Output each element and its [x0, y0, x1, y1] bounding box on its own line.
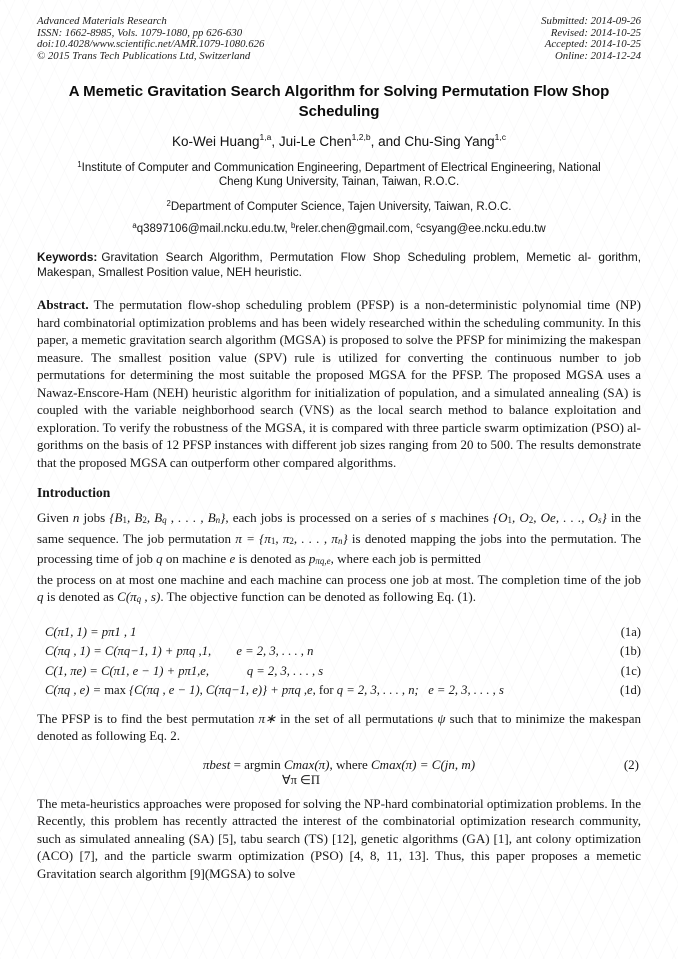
keywords-text: Gravitation Search Algorithm, Permutation Flow Shop Scheduling problem, Memetic al- gorithm, Makespan, Smallest Position value, NEH heuristic.: [37, 249, 641, 279]
equation-block-2: [37, 756, 641, 788]
email-superscript-a: a: [132, 220, 137, 230]
equation-block-1: [37, 623, 641, 701]
journal-info-block: [37, 16, 264, 62]
journal-copyright-line: © 2015 Trans Tech Publications Ltd, Switzerland: [37, 49, 251, 62]
author-name-2: Jui-Le Chen: [278, 134, 352, 150]
journal-issn-line: ISSN: 1662-8985, Vols. 1079-1080, pp 626-630: [37, 26, 243, 39]
equation-1a-number: (1a): [620, 624, 641, 639]
journal-header: [37, 16, 641, 62]
submission-dates-block: [541, 16, 641, 62]
equation-row-1a: [37, 623, 641, 643]
author-name-3: Chu-Sing Yang: [404, 134, 495, 150]
affiliation-1-text: Institute of Computer and Communication Engineering, Department of Electrical Engineering, National Cheng Kung University, Tainan, Taiwan, R.O.C.: [81, 162, 601, 189]
keywords-paragraph: [37, 250, 641, 280]
author-separator-1: ,: [271, 134, 279, 150]
submitted-date: Submitted: 2014-09-26: [541, 15, 641, 27]
author-superscript-3: 1,c: [494, 132, 507, 143]
email-address-b: reler.chen@gmail.com: [295, 222, 410, 235]
email-superscript-b: b: [290, 220, 296, 230]
equation-1b-number: (1b): [620, 644, 641, 659]
affiliation-1: [65, 158, 613, 190]
emails-line: [37, 221, 641, 235]
journal-name: Advanced Materials Research: [37, 15, 167, 27]
email-separator: ,: [284, 222, 291, 235]
affiliation-2: [37, 197, 641, 215]
affiliation-1-superscript: 1: [77, 160, 82, 170]
keywords-label: Keywords:: [37, 249, 98, 264]
author-separator-2: , and: [370, 134, 405, 150]
equation-row-1c: [37, 662, 641, 682]
email-address-a: q3897106@mail.ncku.edu.tw: [136, 222, 285, 235]
paper-title: A Memetic Gravitation Search Algorithm for Solving Permutation Flow Shop Scheduling: [68, 83, 610, 120]
abstract-paragraph: [37, 296, 641, 471]
author-name-1: Ko-Wei Huang: [171, 134, 260, 150]
introduction-heading: Introduction: [37, 485, 111, 501]
email-superscript-c: c: [416, 220, 421, 230]
equation-1b-body: C(πq , 1) = C(πq−1, 1) + pπq ,1, e = 2, 3, . . . , n: [45, 644, 314, 659]
equation-1d-body: C(πq , e) = max {C(πq , e − 1), C(πq−1, e)} + pπq ,e, for q = 2, 3, . . . , n; e = 2, 3, . . . , s: [45, 683, 504, 698]
authors-line: [37, 132, 641, 149]
abstract-text: The permutation flow-shop scheduling problem (PFSP) is a non-deterministic polynomial time (NP) hard combinatorial optimization problems and has been widely researched within the scheduling community. In this paper, a memetic gravitation search algorithm (MGSA) is proposed to solve the PFSP for minimizing the makespan measure. The smallest position value (SPV) rule is utilized for converting the continuous number to job permutations for determining the most suitable the proposed MGSA for the PFSP. The proposed MGSA uses a Nawaz-Enscore-Ham (NEH) heuristic algorithm for initialization of population, and a simulated annealing (SA) is coupled with the variable neighborhood search (VNS) as the local search method to balance exploitation and exploration. To verify the robustness of the MGSA, it is compared with three particle swarm optimization (PSO) al- gorithms on the basis of 12 PFSP instances with different job sizes ranging from 20 to 500. The results demonstrate that the proposed MGSA can outperform other compared algorithms.: [37, 297, 641, 470]
equation-row-1d: [37, 681, 641, 701]
equation-2-number: (2): [623, 756, 639, 772]
affiliation-2-superscript: 2: [166, 198, 171, 208]
equation-1c-number: (1c): [620, 663, 641, 678]
equation-2-body: πbest = argmin Cmax(π), where Cmax(π) = C(jn, m): [202, 756, 476, 772]
affiliation-2-text: Department of Computer Science, Tajen University, Taiwan, R.O.C.: [170, 200, 512, 213]
abstract-label: Abstract.: [37, 297, 89, 313]
equation-1a-body: C(π1, 1) = pπ1 , 1: [45, 624, 137, 639]
accepted-date: Accepted: 2014-10-25: [544, 38, 641, 51]
equation-1c-body: C(1, πe) = C(π1, e − 1) + pπ1,e, q = 2, 3, . . . , s: [45, 663, 324, 678]
revised-date: Revised: 2014-10-25: [550, 26, 641, 39]
equation-2-constraint: ∀π ∈Π: [282, 772, 320, 787]
introduction-paragraph-1a: Given n jobs {B1, B2, Bq , . . . , Bn}, each jobs is processed on a series of s machines {O1, O2, Oe, . . ., Os} in the same sequence. The job permutation π = {π1, π2, . . . , πn} is denoted mapping the jobs into the permutation. The processing time of job q on machine e is denoted as pπq,e, where each job is permitted: [37, 510, 642, 567]
equation-1d-number: (1d): [620, 683, 641, 698]
introduction-paragraph-1b: the process on at most one machine and each machine can process one job at most. The completion time of the job q is denoted as C(πq , s). The objective function can be denoted as following Eq. (1).: [37, 571, 641, 605]
equation-row-1b: [37, 642, 641, 662]
author-superscript-1: 1,a: [259, 132, 272, 143]
email-address-c: csyang@ee.ncku.edu.tw: [420, 222, 546, 235]
journal-doi-line: doi:10.4028/www.scientific.net/AMR.1079-1080.626: [37, 38, 265, 51]
introduction-paragraph-3: The meta-heuristics approaches were proposed for solving the NP-hard combinatorial optimization problems. In the Recently, this problem has recently attracted the interest of the combinatorial optimization research community, such as simulated annealing (SA) [5], tabu search (TS) [12], genetic algorithms (GA) [1], ant colony optimization (ACO) [7], and the particle swarm optimization (PSO) [4, 8, 11, 13]. Thus, this paper proposes a memetic Gravitation search algorithm [9](MGSA) to solve: [37, 795, 641, 881]
online-date: Online: 2014-12-24: [554, 49, 641, 62]
email-separator: ,: [409, 222, 417, 235]
author-superscript-2: 1,2,b: [351, 132, 371, 143]
introduction-paragraph-2: The PFSP is to find the best permutation π∗ in the set of all permutations ψ such that to minimize the makespan denoted as following Eq. 2.: [37, 710, 641, 744]
